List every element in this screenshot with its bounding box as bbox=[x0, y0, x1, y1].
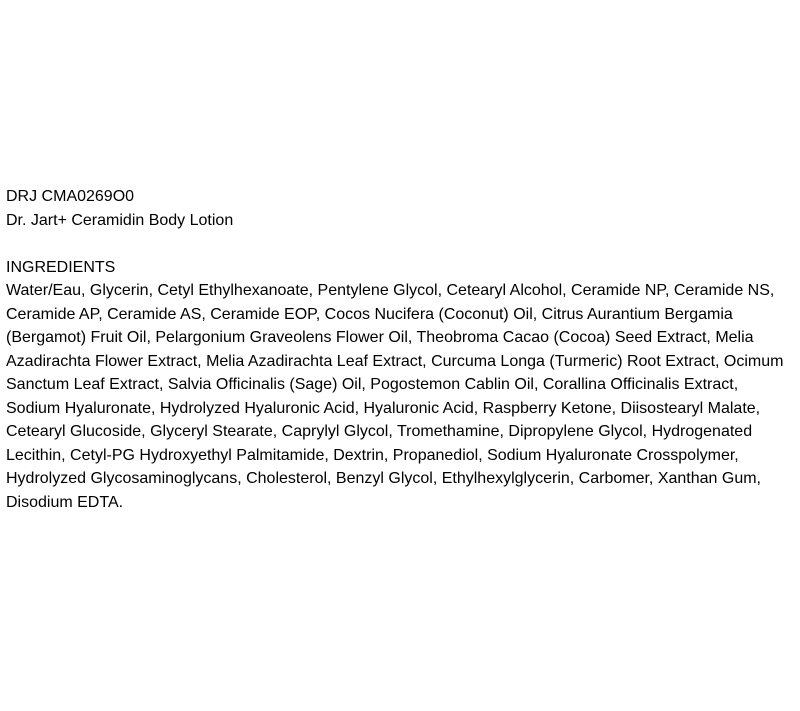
product-code: DRJ CMA0269O0 bbox=[6, 188, 135, 205]
product-name: Dr. Jart+ Ceramidin Body Lotion bbox=[6, 211, 234, 229]
ingredients-list: Water/Eau, Glycerin, Cetyl Ethylhexanoate, Pentylene Glycol, Cetearyl Alcohol, Ceramide NP, Ceramide NS, Ceramide AP, Ceramide AS, Ceramide EOP, Cocos Nucifera (Coconut) Oil, Citrus Aurantium Bergamia (Bergamot) Fruit Oil, Pelargonium Graveolens Flower Oil, Theobroma Cacao (Cocoa) Seed Extract, Melia Azadirachta Flower Extract, Melia Azadirachta Leaf Extract, Curcuma Longa (Turmeric) Root Extract, Ocimum Sanctum Leaf Extract, Salvia Officinalis (Sage) Oil, Pogostemon Cablin Oil, Corallina Officinalis Extract, Sodium Hyaluronate, Hydrolyzed Hyaluronic Acid, Hyaluronic Acid, Raspberry Ketone, Diisostearyl Malate, Cetearyl Glucoside, Glyceryl Stearate, Caprylyl Glycol, Tromethamine, Dipropylene Glycol, Hydrogenated Lecithin, Cetyl-PG Hydroxyethyl Palmitamide, Dextrin, Propanediol, Sodium Hyaluronate Crosspolymer, Hydrolyzed Glycosaminoglycans, Cholesterol, Benzyl Glycol, Ethylhexylglycerin, Carbomer, Xanthan Gum, Disodium EDTA. bbox=[6, 282, 784, 511]
spacer bbox=[6, 232, 796, 256]
ingredient-document bbox=[6, 185, 796, 514]
ingredients-heading: INGREDIENTS bbox=[6, 258, 116, 276]
